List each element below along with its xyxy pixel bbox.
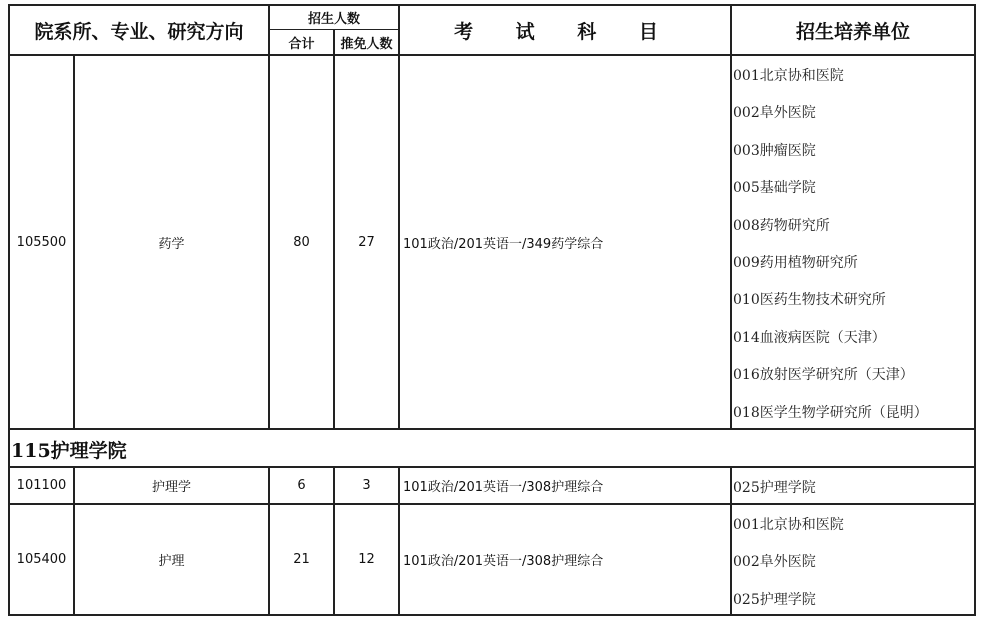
table-row-1-unit-10: 018医学生物学研究所（昆明） bbox=[733, 405, 928, 421]
header-dept-major: 院系所、专业、研究方向 bbox=[34, 20, 244, 43]
table-row-1-unit-4: 005基础学院 bbox=[733, 180, 816, 196]
table-row-1-major: 药学 bbox=[158, 236, 185, 252]
table-row-2-recommended: 3 bbox=[362, 478, 371, 493]
table-row-3-recommended: 12 bbox=[358, 552, 375, 567]
table-row-1-unit-1: 001北京协和医院 bbox=[733, 68, 844, 84]
table-row-3-unit-1: 001北京协和医院 bbox=[733, 517, 844, 533]
table-row-1-subjects: 101政治/201英语一/349药学综合 bbox=[403, 236, 604, 252]
table-row-3-total: 21 bbox=[293, 552, 310, 567]
header-sum: 合计 bbox=[288, 37, 315, 52]
header-unit: 招生培养单位 bbox=[795, 20, 910, 43]
rule-row1-bottom bbox=[8, 428, 976, 430]
rule-bottom bbox=[8, 614, 976, 616]
table-row-1-unit-3: 003肿瘤医院 bbox=[733, 143, 816, 159]
table-row-1-unit-5: 008药物研究所 bbox=[733, 218, 830, 234]
table-row-3-unit-3: 025护理学院 bbox=[733, 592, 816, 608]
table-row-1-unit-7: 010医药生物技术研究所 bbox=[733, 292, 886, 308]
table-row-2-code: 101100 bbox=[16, 478, 67, 493]
table-row-1-unit-6: 009药用植物研究所 bbox=[733, 255, 858, 271]
rule-col-subj-2 bbox=[730, 466, 732, 616]
table-row-1-total: 80 bbox=[293, 234, 310, 250]
rule-col-subj bbox=[730, 4, 732, 430]
table-row-1-unit-2: 002阜外医院 bbox=[733, 105, 816, 121]
table-row-1-recommended: 27 bbox=[358, 234, 375, 250]
header-enroll-total: 招生人数 bbox=[307, 12, 360, 27]
table-row-1-code: 105500 bbox=[16, 234, 67, 250]
section-heading: 115护理学院 bbox=[11, 440, 127, 462]
header-recommended: 推免人数 bbox=[340, 37, 393, 52]
table-row-2-subjects: 101政治/201英语一/308护理综合 bbox=[403, 480, 604, 495]
rule-right bbox=[974, 4, 976, 616]
table-row-3-unit-2: 002阜外医院 bbox=[733, 554, 816, 570]
table-row-3-major: 护理 bbox=[158, 554, 185, 569]
table-row-3-code: 105400 bbox=[16, 552, 67, 567]
table-row-1-unit-8: 014血液病医院（天津） bbox=[733, 330, 886, 346]
header-subjects: 考 试 科 目 bbox=[454, 20, 676, 43]
table-row-2-major: 护理学 bbox=[151, 480, 191, 495]
table-row-2-total: 6 bbox=[297, 478, 306, 493]
table-row-2-unit-1: 025护理学院 bbox=[733, 480, 816, 496]
table-row-3-subjects: 101政治/201英语一/308护理综合 bbox=[403, 554, 604, 569]
table-row-1-unit-9: 016放射医学研究所（天津） bbox=[733, 367, 914, 383]
